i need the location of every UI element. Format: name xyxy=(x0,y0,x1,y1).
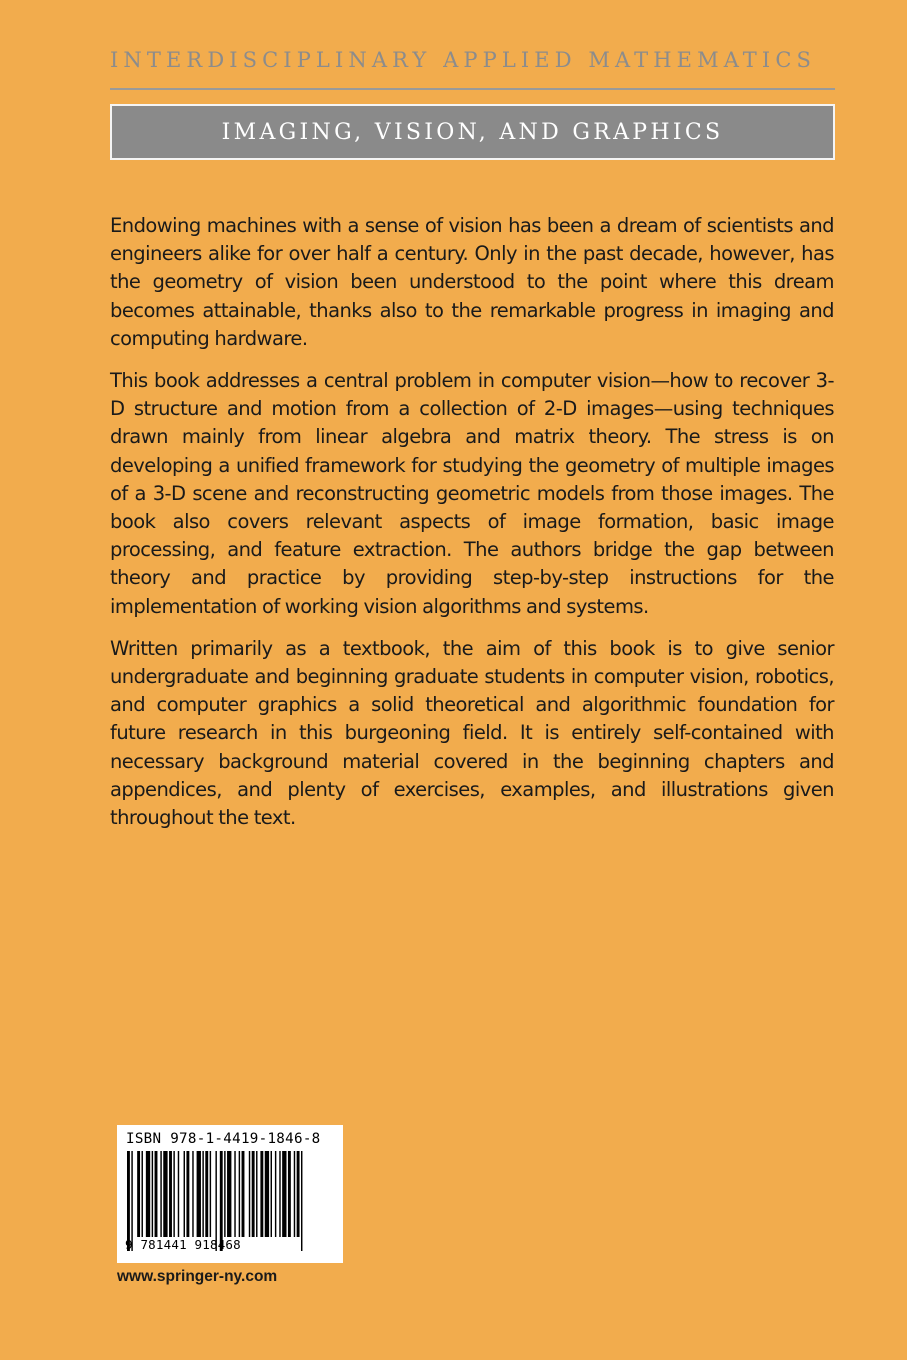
barcode-bar xyxy=(155,1151,158,1237)
barcode-bar xyxy=(205,1151,208,1237)
barcode-bar xyxy=(288,1151,291,1237)
barcode-bar xyxy=(249,1151,250,1237)
barcode-bar xyxy=(127,1151,130,1251)
barcode-bar xyxy=(275,1151,276,1237)
barcode-bar xyxy=(163,1151,167,1237)
barcode-bar xyxy=(252,1151,255,1237)
barcode-bar xyxy=(210,1151,211,1237)
barcode-bar xyxy=(146,1151,150,1237)
subseries-title: IMAGING, VISION, AND GRAPHICS xyxy=(221,119,724,145)
barcode-bar xyxy=(131,1151,132,1251)
series-title: INTERDISCIPLINARY APPLIED MATHEMATICS xyxy=(110,48,816,72)
publisher-website: www.springer-ny.com xyxy=(117,1268,278,1285)
barcode-bar xyxy=(192,1151,193,1237)
barcode-digits: 9 781441 918468 xyxy=(125,1237,241,1252)
barcode-bar xyxy=(169,1151,172,1237)
barcode-bar xyxy=(142,1151,143,1237)
barcode-bar xyxy=(152,1151,153,1237)
barcode-bar xyxy=(297,1151,300,1237)
subseries-banner xyxy=(110,104,835,160)
barcode-bar xyxy=(186,1151,189,1237)
barcode-bar xyxy=(227,1151,231,1237)
barcode-bar xyxy=(202,1151,203,1237)
barcode-bar xyxy=(224,1151,225,1237)
blurb-paragraph-1: Endowing machines with a sense of vision has been a dream of scientists and engineers alike for over half a century. Only in the past decade, however, has the geometry of vision been understood to the point where this dream becomes attainable, thanks also to the remarkable progress in imaging and computing hardware. xyxy=(110,214,834,350)
barcode-bar xyxy=(178,1151,179,1237)
barcode-bar xyxy=(279,1151,280,1237)
barcode-bar xyxy=(137,1151,140,1237)
barcode-bar xyxy=(301,1151,302,1251)
barcode-icon xyxy=(126,1151,333,1251)
blurb-paragraph-3: Written primarily as a textbook, the aim of this book is to give senior undergraduate and beginning graduate students in computer vision, robotics, and computer graphics a solid theoretical and algorithmic foundation for future research in this burgeoning field. It is entirely self-contained with necessary background material covered in the beginning chapters and appendices, and plenty of exercises, examples, and illustrations given throughout the text. xyxy=(110,636,834,830)
barcode-bar xyxy=(271,1151,272,1237)
barcode-bar xyxy=(256,1151,257,1237)
barcode-bar xyxy=(242,1151,245,1237)
barcode-bar xyxy=(197,1151,201,1237)
barcode-bar xyxy=(220,1151,223,1251)
barcode-bar xyxy=(184,1151,185,1237)
barcode-bar xyxy=(173,1151,174,1237)
barcode-bar xyxy=(294,1151,295,1237)
barcode-block xyxy=(117,1125,343,1263)
barcode-bar xyxy=(265,1151,269,1237)
isbn-label: ISBN 978-1-4419-1846-8 xyxy=(126,1131,321,1147)
barcode-bar xyxy=(239,1151,240,1237)
barcode-bar xyxy=(160,1151,161,1237)
blurb-paragraph-2: This book addresses a central problem in computer vision—how to recover 3-D structure and motion from a collection of 2-D images—using techniques drawn mainly from linear algebra and matrix theory. The stress is on developing a unified framework for studying the geometry of multiple images of a 3-D scene and reconstructing geometric models from those images. The book also covers relevant aspects of image formation, basic image processing, and feature extraction. The authors bridge the gap between theory and practice by providing step-by-step instructions for the implementation of working vision algorithms and systems. xyxy=(110,369,834,618)
barcode-bar xyxy=(282,1151,286,1237)
back-cover-blurb xyxy=(110,212,834,846)
barcode-bar xyxy=(215,1151,216,1251)
series-rule xyxy=(110,88,835,90)
barcode-bar xyxy=(234,1151,235,1237)
barcode-bar xyxy=(260,1151,263,1237)
